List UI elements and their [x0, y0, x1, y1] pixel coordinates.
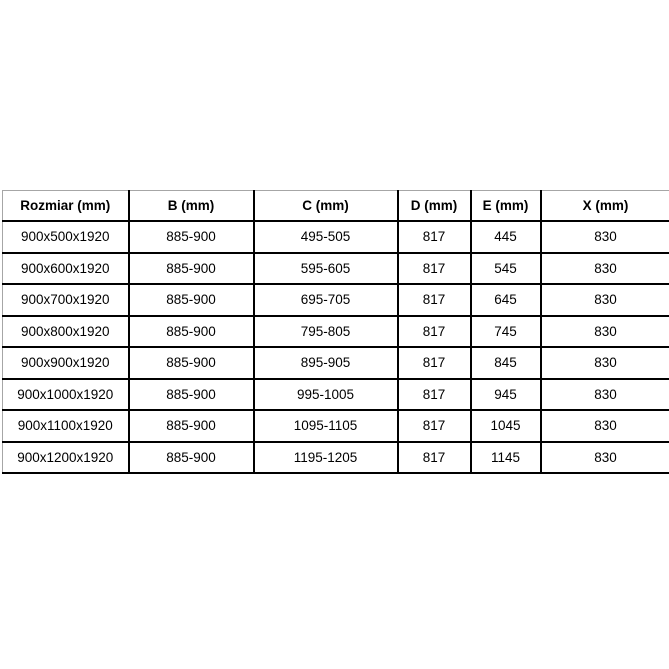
table-row	[3, 253, 669, 285]
table-cell: 900x1100x1920	[3, 410, 129, 442]
column-header: X (mm)	[541, 191, 669, 222]
table-cell: 900x600x1920	[3, 253, 129, 285]
table-cell: 817	[398, 442, 471, 474]
table-cell: 845	[471, 347, 541, 379]
table-cell: 817	[398, 253, 471, 285]
table-cell: 1145	[471, 442, 541, 474]
table-cell: 817	[398, 316, 471, 348]
table-cell: 830	[541, 347, 669, 379]
table-cell: 830	[541, 379, 669, 411]
table-cell: 795-805	[254, 316, 398, 348]
table-cell: 817	[398, 410, 471, 442]
table-row	[3, 284, 669, 316]
table-cell: 745	[471, 316, 541, 348]
table-cell: 645	[471, 284, 541, 316]
table-cell: 885-900	[129, 410, 254, 442]
table-cell: 885-900	[129, 442, 254, 474]
table-cell: 817	[398, 347, 471, 379]
table-cell: 830	[541, 410, 669, 442]
table-row	[3, 379, 669, 411]
table-cell: 817	[398, 221, 471, 253]
table-cell: 830	[541, 316, 669, 348]
header-row	[3, 191, 669, 222]
table-cell: 885-900	[129, 316, 254, 348]
table-cell: 900x1000x1920	[3, 379, 129, 411]
table-row	[3, 316, 669, 348]
table-body	[3, 221, 669, 473]
table-cell: 830	[541, 442, 669, 474]
table-cell: 885-900	[129, 253, 254, 285]
table-cell: 895-905	[254, 347, 398, 379]
table-cell: 830	[541, 253, 669, 285]
table-cell: 900x900x1920	[3, 347, 129, 379]
table-cell: 885-900	[129, 284, 254, 316]
table-cell: 817	[398, 284, 471, 316]
table-cell: 445	[471, 221, 541, 253]
table-row	[3, 410, 669, 442]
table-cell: 595-605	[254, 253, 398, 285]
table-cell: 817	[398, 379, 471, 411]
table-cell: 945	[471, 379, 541, 411]
table-cell: 1095-1105	[254, 410, 398, 442]
table-cell: 1195-1205	[254, 442, 398, 474]
table-cell: 995-1005	[254, 379, 398, 411]
table-cell: 545	[471, 253, 541, 285]
table-cell: 885-900	[129, 221, 254, 253]
table-cell: 900x1200x1920	[3, 442, 129, 474]
table-row	[3, 347, 669, 379]
table-cell: 900x700x1920	[3, 284, 129, 316]
dimensions-spec-table	[2, 190, 669, 474]
column-header: B (mm)	[129, 191, 254, 222]
table-cell: 830	[541, 221, 669, 253]
column-header: E (mm)	[471, 191, 541, 222]
table-cell: 830	[541, 284, 669, 316]
table-cell: 695-705	[254, 284, 398, 316]
table-cell: 885-900	[129, 347, 254, 379]
table-cell: 885-900	[129, 379, 254, 411]
table-cell: 1045	[471, 410, 541, 442]
table-row	[3, 442, 669, 474]
table-cell: 495-505	[254, 221, 398, 253]
dimensions-table-container	[2, 190, 669, 474]
table-cell: 900x500x1920	[3, 221, 129, 253]
table-cell: 900x800x1920	[3, 316, 129, 348]
table-row	[3, 221, 669, 253]
column-header: Rozmiar (mm)	[3, 191, 129, 222]
column-header: D (mm)	[398, 191, 471, 222]
column-header: C (mm)	[254, 191, 398, 222]
